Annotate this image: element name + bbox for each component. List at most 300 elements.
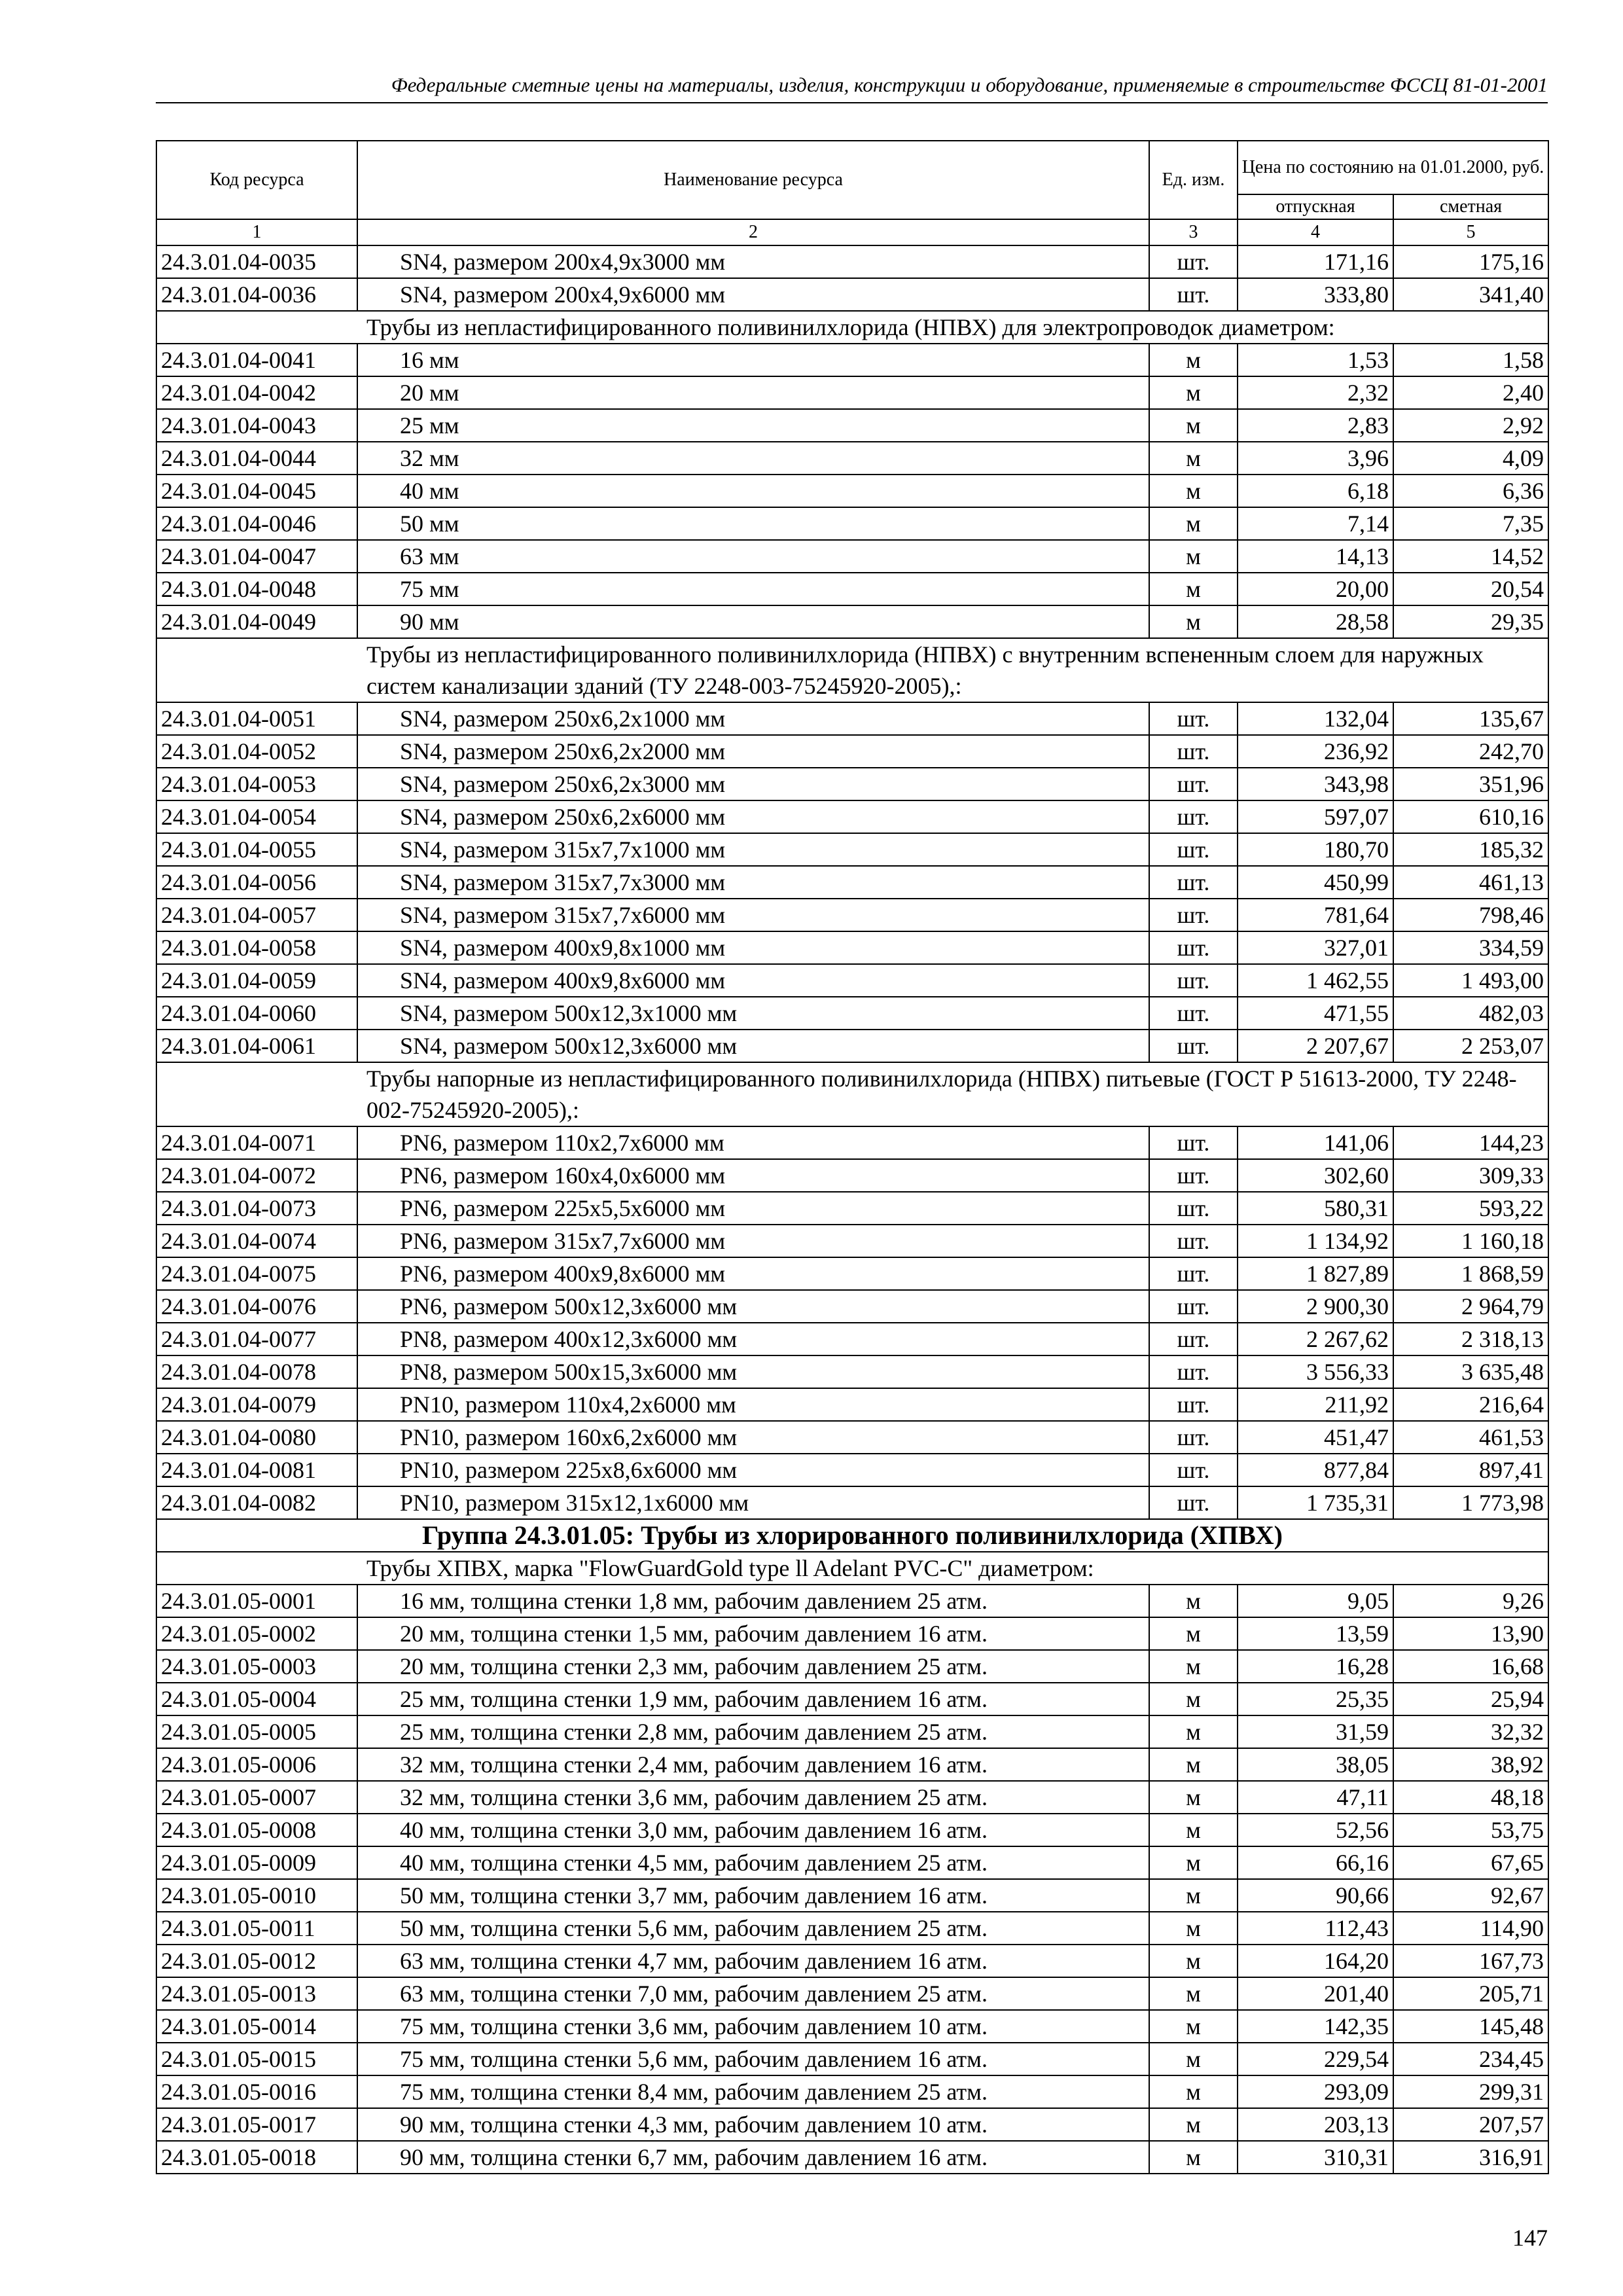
price-estimate: 234,45 <box>1393 2043 1548 2075</box>
table-row <box>156 2010 1548 2043</box>
resource-code: 24.3.01.04-0043 <box>156 409 357 442</box>
table-row <box>156 1126 1548 1159</box>
column-number: 1 <box>156 219 357 245</box>
unit: шт. <box>1149 1323 1238 1355</box>
price-estimate: 48,18 <box>1393 1781 1548 1814</box>
price-estimate: 7,35 <box>1393 507 1548 540</box>
table-row <box>156 344 1548 376</box>
resource-code: 24.3.01.04-0049 <box>156 605 357 638</box>
unit: шт. <box>1149 278 1238 311</box>
price-release: 2 900,30 <box>1238 1290 1393 1323</box>
unit: м <box>1149 2043 1238 2075</box>
table-row <box>156 1355 1548 1388</box>
price-release: 327,01 <box>1238 931 1393 964</box>
table-row <box>156 768 1548 800</box>
table-row <box>156 2108 1548 2141</box>
unit: шт. <box>1149 833 1238 866</box>
price-release: 201,40 <box>1238 1977 1393 2010</box>
resource-name: 16 мм <box>357 344 1149 376</box>
price-release: 1,53 <box>1238 344 1393 376</box>
resource-code: 24.3.01.04-0076 <box>156 1290 357 1323</box>
unit: м <box>1149 442 1238 475</box>
resource-code: 24.3.01.05-0012 <box>156 1945 357 1977</box>
price-release: 38,05 <box>1238 1748 1393 1781</box>
price-estimate: 144,23 <box>1393 1126 1548 1159</box>
price-estimate: 2 964,79 <box>1393 1290 1548 1323</box>
table-row <box>156 2141 1548 2174</box>
unit: м <box>1149 1781 1238 1814</box>
price-release: 781,64 <box>1238 899 1393 931</box>
price-estimate: 334,59 <box>1393 931 1548 964</box>
resource-name: PN10, размером 110х4,2х6000 мм <box>357 1388 1149 1421</box>
unit: м <box>1149 1846 1238 1879</box>
price-estimate: 13,90 <box>1393 1617 1548 1650</box>
table-row <box>156 1585 1548 1617</box>
price-estimate: 185,32 <box>1393 833 1548 866</box>
price-release: 1 134,92 <box>1238 1225 1393 1257</box>
resource-code: 24.3.01.04-0057 <box>156 899 357 931</box>
resource-name: SN4, размером 250х6,2х1000 мм <box>357 702 1149 735</box>
resource-code: 24.3.01.04-0080 <box>156 1421 357 1454</box>
subsection-title: Трубы напорные из непластифицированного поливинилхлорида (НПВХ) питьевые (ГОСТ Р 51613-2000, ТУ 2248-002-75245920-2005),: <box>156 1062 1548 1126</box>
resource-code: 24.3.01.05-0002 <box>156 1617 357 1650</box>
resource-code: 24.3.01.05-0014 <box>156 2010 357 2043</box>
unit: м <box>1149 409 1238 442</box>
price-estimate: 167,73 <box>1393 1945 1548 1977</box>
resource-name: PN10, размером 315х12,1х6000 мм <box>357 1486 1149 1519</box>
unit: шт. <box>1149 1355 1238 1388</box>
resource-name: PN6, размером 315х7,7х6000 мм <box>357 1225 1149 1257</box>
resource-name: 32 мм, толщина стенки 2,4 мм, рабочим давлением 16 атм. <box>357 1748 1149 1781</box>
price-release: 9,05 <box>1238 1585 1393 1617</box>
unit: шт. <box>1149 1192 1238 1225</box>
resource-code: 24.3.01.04-0074 <box>156 1225 357 1257</box>
price-estimate: 1 773,98 <box>1393 1486 1548 1519</box>
resource-name: 40 мм <box>357 475 1149 507</box>
price-release: 13,59 <box>1238 1617 1393 1650</box>
price-release: 310,31 <box>1238 2141 1393 2174</box>
resource-code: 24.3.01.04-0077 <box>156 1323 357 1355</box>
table-row <box>156 1781 1548 1814</box>
price-estimate: 25,94 <box>1393 1683 1548 1715</box>
price-release: 1 735,31 <box>1238 1486 1393 1519</box>
table-row <box>156 507 1548 540</box>
resource-code: 24.3.01.04-0055 <box>156 833 357 866</box>
table-body <box>156 245 1548 2174</box>
price-release: 112,43 <box>1238 1912 1393 1945</box>
price-estimate: 175,16 <box>1393 245 1548 278</box>
resource-code: 24.3.01.04-0053 <box>156 768 357 800</box>
price-release: 1 462,55 <box>1238 964 1393 997</box>
table-row <box>156 702 1548 735</box>
unit: шт. <box>1149 866 1238 899</box>
price-estimate: 6,36 <box>1393 475 1548 507</box>
price-release: 2,83 <box>1238 409 1393 442</box>
resource-name: SN4, размером 500х12,3х6000 мм <box>357 1030 1149 1062</box>
resource-code: 24.3.01.04-0035 <box>156 245 357 278</box>
unit: м <box>1149 1748 1238 1781</box>
resource-name: 20 мм, толщина стенки 1,5 мм, рабочим давлением 16 атм. <box>357 1617 1149 1650</box>
unit: м <box>1149 2075 1238 2108</box>
unit: м <box>1149 2141 1238 2174</box>
resource-code: 24.3.01.04-0036 <box>156 278 357 311</box>
resource-name: 90 мм, толщина стенки 4,3 мм, рабочим давлением 10 атм. <box>357 2108 1149 2141</box>
resource-code: 24.3.01.04-0058 <box>156 931 357 964</box>
unit: шт. <box>1149 245 1238 278</box>
price-estimate: 114,90 <box>1393 1912 1548 1945</box>
resource-name: 16 мм, толщина стенки 1,8 мм, рабочим давлением 25 атм. <box>357 1585 1149 1617</box>
resource-name: 63 мм, толщина стенки 4,7 мм, рабочим давлением 16 атм. <box>357 1945 1149 1977</box>
unit: шт. <box>1149 735 1238 768</box>
table-row <box>156 1486 1548 1519</box>
resource-name: PN10, размером 225х8,6х6000 мм <box>357 1454 1149 1486</box>
price-table <box>156 140 1549 2174</box>
table-row <box>156 1225 1548 1257</box>
resource-code: 24.3.01.05-0013 <box>156 1977 357 2010</box>
resource-name: SN4, размером 250х6,2х3000 мм <box>357 768 1149 800</box>
unit: шт. <box>1149 1486 1238 1519</box>
unit: шт. <box>1149 1257 1238 1290</box>
price-release: 293,09 <box>1238 2075 1393 2108</box>
resource-name: SN4, размером 250х6,2х2000 мм <box>357 735 1149 768</box>
subsection-title: Трубы из непластифицированного поливинилхлорида (НПВХ) для электропроводок диаметром: <box>156 311 1548 344</box>
price-estimate: 897,41 <box>1393 1454 1548 1486</box>
price-release: 2 207,67 <box>1238 1030 1393 1062</box>
table-row <box>156 1192 1548 1225</box>
table-row <box>156 1617 1548 1650</box>
price-release: 2,32 <box>1238 376 1393 409</box>
resource-code: 24.3.01.04-0044 <box>156 442 357 475</box>
price-estimate: 2 253,07 <box>1393 1030 1548 1062</box>
resource-code: 24.3.01.05-0006 <box>156 1748 357 1781</box>
price-release: 333,80 <box>1238 278 1393 311</box>
resource-name: 40 мм, толщина стенки 4,5 мм, рабочим давлением 25 атм. <box>357 1846 1149 1879</box>
unit: шт. <box>1149 997 1238 1030</box>
table-row <box>156 2043 1548 2075</box>
unit: шт. <box>1149 964 1238 997</box>
column-number: 4 <box>1238 219 1393 245</box>
price-release: 3,96 <box>1238 442 1393 475</box>
resource-name: 32 мм, толщина стенки 3,6 мм, рабочим давлением 25 атм. <box>357 1781 1149 1814</box>
group-title: Группа 24.3.01.05: Трубы из хлорированного поливинилхлорида (ХПВХ) <box>156 1519 1548 1552</box>
price-estimate: 145,48 <box>1393 2010 1548 2043</box>
table-row <box>156 1912 1548 1945</box>
unit: шт. <box>1149 1421 1238 1454</box>
resource-code: 24.3.01.05-0009 <box>156 1846 357 1879</box>
table-row <box>156 997 1548 1030</box>
price-release: 877,84 <box>1238 1454 1393 1486</box>
column-number: 2 <box>357 219 1149 245</box>
unit: шт. <box>1149 931 1238 964</box>
unit: м <box>1149 2010 1238 2043</box>
unit: м <box>1149 344 1238 376</box>
resource-code: 24.3.01.05-0016 <box>156 2075 357 2108</box>
resource-name: SN4, размером 250х6,2х6000 мм <box>357 800 1149 833</box>
resource-name: PN10, размером 160х6,2х6000 мм <box>357 1421 1149 1454</box>
resource-name: 63 мм, толщина стенки 7,0 мм, рабочим давлением 25 атм. <box>357 1977 1149 2010</box>
price-estimate: 461,13 <box>1393 866 1548 899</box>
resource-code: 24.3.01.05-0004 <box>156 1683 357 1715</box>
price-estimate: 2,40 <box>1393 376 1548 409</box>
price-estimate: 29,35 <box>1393 605 1548 638</box>
price-release: 236,92 <box>1238 735 1393 768</box>
unit: м <box>1149 475 1238 507</box>
price-estimate: 610,16 <box>1393 800 1548 833</box>
resource-code: 24.3.01.05-0007 <box>156 1781 357 1814</box>
running-header: Федеральные сметные цены на материалы, изделия, конструкции и оборудование, применяемые в строительстве ФССЦ 81-01-2001 <box>156 73 1548 103</box>
resource-code: 24.3.01.05-0015 <box>156 2043 357 2075</box>
resource-code: 24.3.01.04-0081 <box>156 1454 357 1486</box>
subsection-title: Трубы ХПВХ, марка "FlowGuardGold type ll Adelant PVC-C" диаметром: <box>156 1552 1548 1585</box>
resource-name: 40 мм, толщина стенки 3,0 мм, рабочим давлением 16 атм. <box>357 1814 1149 1846</box>
price-estimate: 1 868,59 <box>1393 1257 1548 1290</box>
unit: шт. <box>1149 800 1238 833</box>
price-release: 28,58 <box>1238 605 1393 638</box>
table-row <box>156 1715 1548 1748</box>
unit: м <box>1149 1977 1238 2010</box>
resource-code: 24.3.01.04-0079 <box>156 1388 357 1421</box>
price-release: 171,16 <box>1238 245 1393 278</box>
price-estimate: 2,92 <box>1393 409 1548 442</box>
price-estimate: 205,71 <box>1393 1977 1548 2010</box>
table-row <box>156 800 1548 833</box>
price-release: 580,31 <box>1238 1192 1393 1225</box>
unit: шт. <box>1149 768 1238 800</box>
resource-name: SN4, размером 315х7,7х1000 мм <box>357 833 1149 866</box>
price-release: 451,47 <box>1238 1421 1393 1454</box>
unit: шт. <box>1149 1454 1238 1486</box>
price-estimate: 482,03 <box>1393 997 1548 1030</box>
header-price-release: отпускная <box>1238 194 1393 219</box>
table-row <box>156 245 1548 278</box>
resource-name: SN4, размером 400х9,8х6000 мм <box>357 964 1149 997</box>
price-release: 450,99 <box>1238 866 1393 899</box>
resource-code: 24.3.01.04-0051 <box>156 702 357 735</box>
resource-name: 90 мм <box>357 605 1149 638</box>
table-row <box>156 1257 1548 1290</box>
unit: м <box>1149 605 1238 638</box>
price-estimate: 351,96 <box>1393 768 1548 800</box>
price-estimate: 4,09 <box>1393 442 1548 475</box>
unit: м <box>1149 1683 1238 1715</box>
table-row <box>156 573 1548 605</box>
resource-name: 20 мм <box>357 376 1149 409</box>
page-number: 147 <box>1512 2225 1548 2251</box>
price-release: 302,60 <box>1238 1159 1393 1192</box>
price-release: 31,59 <box>1238 1715 1393 1748</box>
header-price-estimate: сметная <box>1393 194 1548 219</box>
unit: шт. <box>1149 1159 1238 1192</box>
price-estimate: 2 318,13 <box>1393 1323 1548 1355</box>
price-estimate: 1,58 <box>1393 344 1548 376</box>
table-row <box>156 1945 1548 1977</box>
table-row <box>156 1323 1548 1355</box>
resource-code: 24.3.01.05-0008 <box>156 1814 357 1846</box>
unit: шт. <box>1149 1126 1238 1159</box>
header-code: Код ресурса <box>156 141 357 219</box>
resource-name: 75 мм <box>357 573 1149 605</box>
resource-code: 24.3.01.04-0078 <box>156 1355 357 1388</box>
resource-name: PN8, размером 500х15,3х6000 мм <box>357 1355 1149 1388</box>
resource-name: 63 мм <box>357 540 1149 573</box>
resource-name: PN6, размером 110х2,7х6000 мм <box>357 1126 1149 1159</box>
unit: м <box>1149 1912 1238 1945</box>
resource-code: 24.3.01.04-0073 <box>156 1192 357 1225</box>
table-row <box>156 409 1548 442</box>
price-estimate: 341,40 <box>1393 278 1548 311</box>
price-release: 132,04 <box>1238 702 1393 735</box>
resource-code: 24.3.01.05-0001 <box>156 1585 357 1617</box>
subsection-heading <box>156 311 1548 344</box>
table-row <box>156 1030 1548 1062</box>
resource-code: 24.3.01.04-0060 <box>156 997 357 1030</box>
resource-code: 24.3.01.05-0005 <box>156 1715 357 1748</box>
price-release: 52,56 <box>1238 1814 1393 1846</box>
price-release: 14,13 <box>1238 540 1393 573</box>
resource-name: 20 мм, толщина стенки 2,3 мм, рабочим давлением 25 атм. <box>357 1650 1149 1683</box>
price-estimate: 135,67 <box>1393 702 1548 735</box>
table-row <box>156 605 1548 638</box>
resource-code: 24.3.01.04-0054 <box>156 800 357 833</box>
table-row <box>156 1421 1548 1454</box>
unit: м <box>1149 1585 1238 1617</box>
resource-name: 50 мм <box>357 507 1149 540</box>
table-row <box>156 1977 1548 2010</box>
price-release: 47,11 <box>1238 1781 1393 1814</box>
resource-code: 24.3.01.04-0071 <box>156 1126 357 1159</box>
table-row <box>156 833 1548 866</box>
price-estimate: 14,52 <box>1393 540 1548 573</box>
table-row <box>156 1879 1548 1912</box>
price-estimate: 216,64 <box>1393 1388 1548 1421</box>
resource-name: SN4, размером 315х7,7х6000 мм <box>357 899 1149 931</box>
price-estimate: 309,33 <box>1393 1159 1548 1192</box>
unit: шт. <box>1149 1290 1238 1323</box>
resource-name: 75 мм, толщина стенки 3,6 мм, рабочим давлением 10 атм. <box>357 2010 1149 2043</box>
table-row <box>156 540 1548 573</box>
price-estimate: 92,67 <box>1393 1879 1548 1912</box>
price-release: 229,54 <box>1238 2043 1393 2075</box>
unit: м <box>1149 1715 1238 1748</box>
resource-name: 25 мм, толщина стенки 1,9 мм, рабочим давлением 16 атм. <box>357 1683 1149 1715</box>
price-estimate: 316,91 <box>1393 2141 1548 2174</box>
header-price-group: Цена по состоянию на 01.01.2000, руб. <box>1238 141 1548 194</box>
unit: м <box>1149 1650 1238 1683</box>
resource-name: SN4, размером 500х12,3х1000 мм <box>357 997 1149 1030</box>
header-unit: Ед. изм. <box>1149 141 1238 219</box>
unit: м <box>1149 1617 1238 1650</box>
price-release: 142,35 <box>1238 2010 1393 2043</box>
resource-name: 50 мм, толщина стенки 5,6 мм, рабочим давлением 25 атм. <box>357 1912 1149 1945</box>
resource-name: 90 мм, толщина стенки 6,7 мм, рабочим давлением 16 атм. <box>357 2141 1149 2174</box>
unit: шт. <box>1149 1225 1238 1257</box>
resource-name: SN4, размером 315х7,7х3000 мм <box>357 866 1149 899</box>
price-release: 141,06 <box>1238 1126 1393 1159</box>
resource-name: 25 мм, толщина стенки 2,8 мм, рабочим давлением 25 атм. <box>357 1715 1149 1748</box>
table-row <box>156 475 1548 507</box>
resource-code: 24.3.01.04-0056 <box>156 866 357 899</box>
resource-name: 50 мм, толщина стенки 3,7 мм, рабочим давлением 16 атм. <box>357 1879 1149 1912</box>
table-row <box>156 376 1548 409</box>
price-estimate: 461,53 <box>1393 1421 1548 1454</box>
subsection-title: Трубы из непластифицированного поливинилхлорида (НПВХ) с внутренним вспененным слоем для наружных систем канализации зданий (ТУ 2248-003-75245920-2005),: <box>156 638 1548 702</box>
price-release: 20,00 <box>1238 573 1393 605</box>
unit: м <box>1149 1814 1238 1846</box>
resource-code: 24.3.01.04-0082 <box>156 1486 357 1519</box>
resource-code: 24.3.01.04-0045 <box>156 475 357 507</box>
price-release: 164,20 <box>1238 1945 1393 1977</box>
header-name: Наименование ресурса <box>357 141 1149 219</box>
price-estimate: 1 160,18 <box>1393 1225 1548 1257</box>
table-row <box>156 1846 1548 1879</box>
table-row <box>156 1290 1548 1323</box>
subsection-heading <box>156 1062 1548 1126</box>
group-heading <box>156 1519 1548 1552</box>
resource-code: 24.3.01.04-0046 <box>156 507 357 540</box>
table-row <box>156 1683 1548 1715</box>
unit: шт. <box>1149 1030 1238 1062</box>
price-estimate: 1 493,00 <box>1393 964 1548 997</box>
price-estimate: 207,57 <box>1393 2108 1548 2141</box>
unit: м <box>1149 573 1238 605</box>
subsection-heading <box>156 638 1548 702</box>
unit: м <box>1149 2108 1238 2141</box>
table-row <box>156 1814 1548 1846</box>
column-number: 5 <box>1393 219 1548 245</box>
price-estimate: 16,68 <box>1393 1650 1548 1683</box>
price-release: 597,07 <box>1238 800 1393 833</box>
unit: м <box>1149 540 1238 573</box>
unit: м <box>1149 1945 1238 1977</box>
price-release: 203,13 <box>1238 2108 1393 2141</box>
table-row <box>156 278 1548 311</box>
table-row <box>156 2075 1548 2108</box>
unit: м <box>1149 507 1238 540</box>
price-release: 211,92 <box>1238 1388 1393 1421</box>
unit: шт. <box>1149 899 1238 931</box>
price-estimate: 20,54 <box>1393 573 1548 605</box>
price-estimate: 242,70 <box>1393 735 1548 768</box>
price-release: 343,98 <box>1238 768 1393 800</box>
price-release: 2 267,62 <box>1238 1323 1393 1355</box>
price-release: 471,55 <box>1238 997 1393 1030</box>
unit: шт. <box>1149 1388 1238 1421</box>
price-estimate: 38,92 <box>1393 1748 1548 1781</box>
table-row <box>156 1454 1548 1486</box>
resource-code: 24.3.01.04-0059 <box>156 964 357 997</box>
price-estimate: 67,65 <box>1393 1846 1548 1879</box>
table-row <box>156 964 1548 997</box>
unit: шт. <box>1149 702 1238 735</box>
table-row <box>156 866 1548 899</box>
table-row <box>156 1748 1548 1781</box>
price-estimate: 299,31 <box>1393 2075 1548 2108</box>
column-number: 3 <box>1149 219 1238 245</box>
unit: м <box>1149 1879 1238 1912</box>
resource-code: 24.3.01.04-0048 <box>156 573 357 605</box>
resource-code: 24.3.01.04-0075 <box>156 1257 357 1290</box>
table-row <box>156 1159 1548 1192</box>
resource-code: 24.3.01.04-0052 <box>156 735 357 768</box>
price-release: 3 556,33 <box>1238 1355 1393 1388</box>
price-estimate: 798,46 <box>1393 899 1548 931</box>
price-release: 180,70 <box>1238 833 1393 866</box>
table-row <box>156 442 1548 475</box>
table-row <box>156 735 1548 768</box>
resource-name: 75 мм, толщина стенки 5,6 мм, рабочим давлением 16 атм. <box>357 2043 1149 2075</box>
resource-code: 24.3.01.04-0047 <box>156 540 357 573</box>
price-release: 16,28 <box>1238 1650 1393 1683</box>
